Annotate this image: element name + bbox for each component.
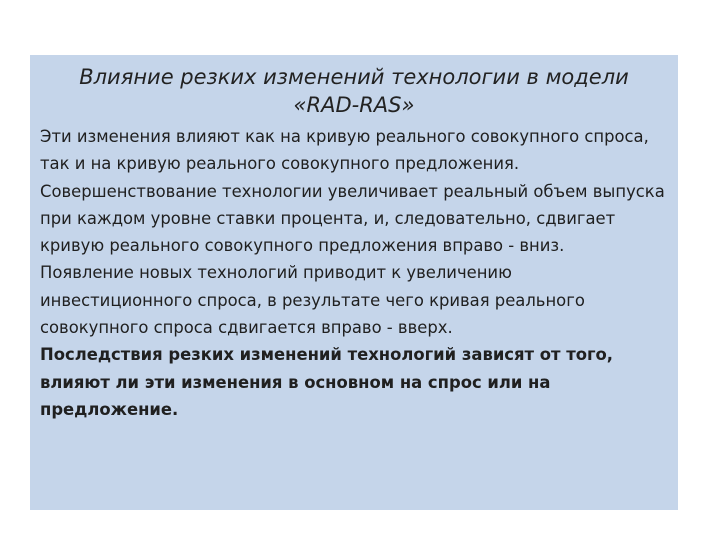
slide-body-text	[40, 123, 668, 423]
paragraph-conclusion: Последствия резких изменений технологий зависят от того, влияют ли эти изменения в основном на спрос или на предложение.	[40, 345, 614, 419]
slide-content-panel	[30, 55, 678, 510]
slide-title	[40, 63, 668, 119]
paragraph-technology-improvement: Совершенствование технологии увеличивает реальный объем выпуска при каждом уровне ставки процента, и, следовательно, сдвигает кривую реального совокупного предложения вправо - вниз.	[40, 181, 665, 256]
paragraph-new-technologies: Появление новых технологий приводит к увеличению инвестиционного спроса, в результате чего кривая реального совокупного спроса сдвигается вправо - вверх.	[40, 263, 585, 338]
paragraph-demand-supply-effect: Эти изменения влияют как на кривую реального совокупного спроса, так и на кривую реального совокупного предложения.	[40, 127, 649, 174]
slide-title-line-2: «RAD-RAS»	[293, 93, 415, 117]
slide-title-line-1: Влияние резких изменений технологии в модели	[79, 65, 629, 89]
